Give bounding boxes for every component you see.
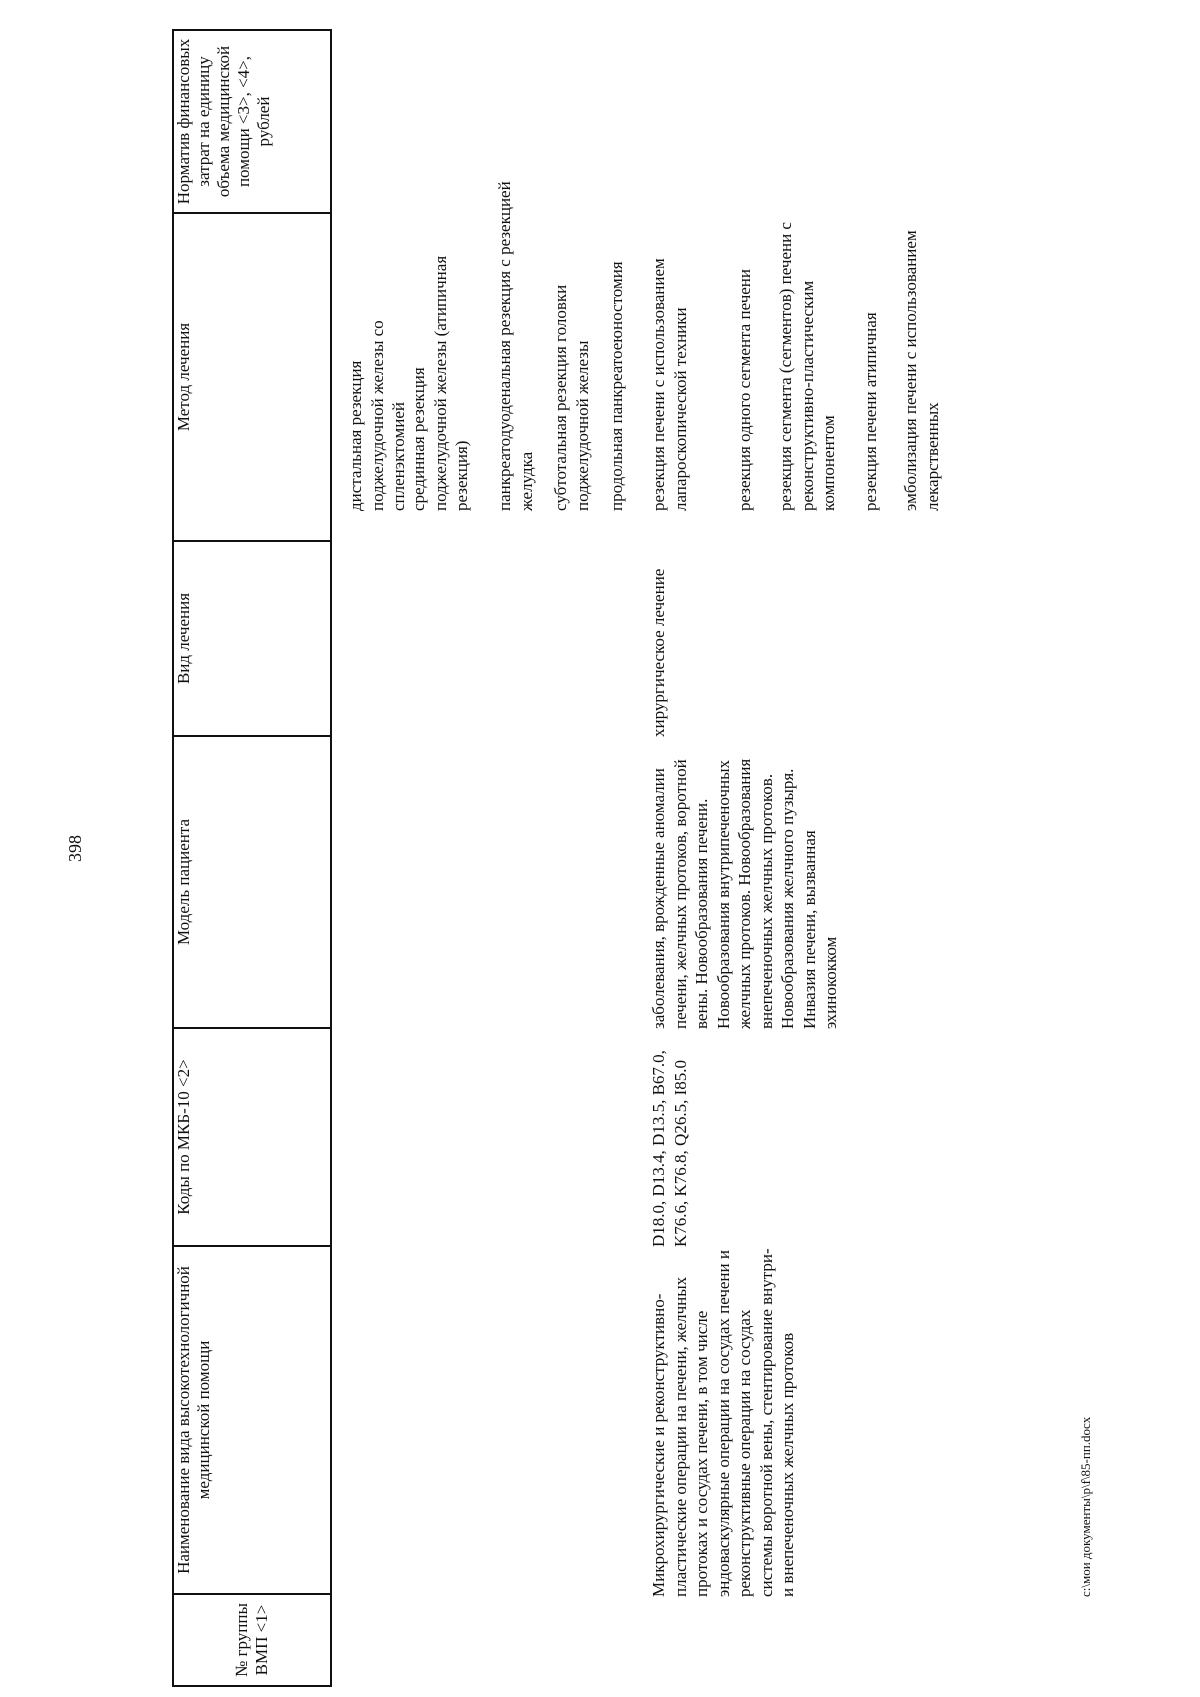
header-icd10-codes: Коды по МКБ-10 <2> [173, 1028, 331, 1246]
table-header [172, 29, 332, 1687]
header-group-number: № группы ВМП <1> [173, 1594, 331, 1686]
method-item-2: резекция одного сегмента печени [735, 269, 754, 511]
header-patient-model: Модель пациента [173, 736, 331, 1028]
method-item-continued-5: продольная панкреатоеюностомия [607, 261, 626, 511]
method-item-4: резекция печени атипичная [861, 312, 880, 511]
page-number: 398 [65, 835, 85, 862]
icd10-codes-cell: D18.0, D13.4, D13.5, B67.0, K76.6, K76.8, Q26.5, I85.0 [649, 1050, 690, 1247]
method-item-continued-2: срединная резекция поджелудочной железы (атипичная резекция) [409, 255, 471, 511]
header-treatment-type: Вид лечения [173, 541, 331, 736]
care-type-name-cell: Микрохирургические и реконструктивно-пластические операции на печени, желчных протоках и сосудах печени, в том числе эндоваскулярные операции на сосудах печени и реконструктивные операции на сосудах системы воротной вены, стентирование внутри- и внепеченочных желчных протоков [649, 1248, 797, 1597]
method-item-3: резекция сегмента (сегментов) печени с реконструктивно-пластическим компонентом [776, 222, 838, 511]
treatment-type-cell: хирургическое лечение [649, 568, 668, 737]
method-item-continued-1: дистальная резекция поджелудочной железы со спленэктомией [346, 320, 408, 511]
header-cost-standard: Норматив финансовых затрат на единицу объема медицинской помощи <3>, <4>, рублей [173, 30, 331, 213]
footer-file-path: c:\мои документы\р\f\85-пп.docx [1078, 1416, 1093, 1597]
method-item-5: эмболизация печени с использованием лекарственных [901, 230, 942, 511]
header-treatment-method: Метод лечения [173, 213, 331, 541]
method-item-continued-3: панкреатодуоденальная резекция с резекцией желудка [495, 181, 536, 511]
patient-model-cell: заболевания, врожденные аномалии печени, желчных протоков, воротной вены. Новообразования печени. Новообразования внутрипеченочных желчных протоков. Новообразования внепеченочных желчных протоков. Новообразования желчного пузыря. Инвазия печени, вызванная эхинококком [649, 758, 840, 1029]
method-item-continued-4: субтотальная резекция головки поджелудочной железы [551, 284, 592, 511]
header-care-type-name: Наименование вида высокотехнологичной медицинской помощи [173, 1246, 331, 1594]
method-item-1: резекция печени с использованием лапароскопической техники [649, 258, 690, 511]
